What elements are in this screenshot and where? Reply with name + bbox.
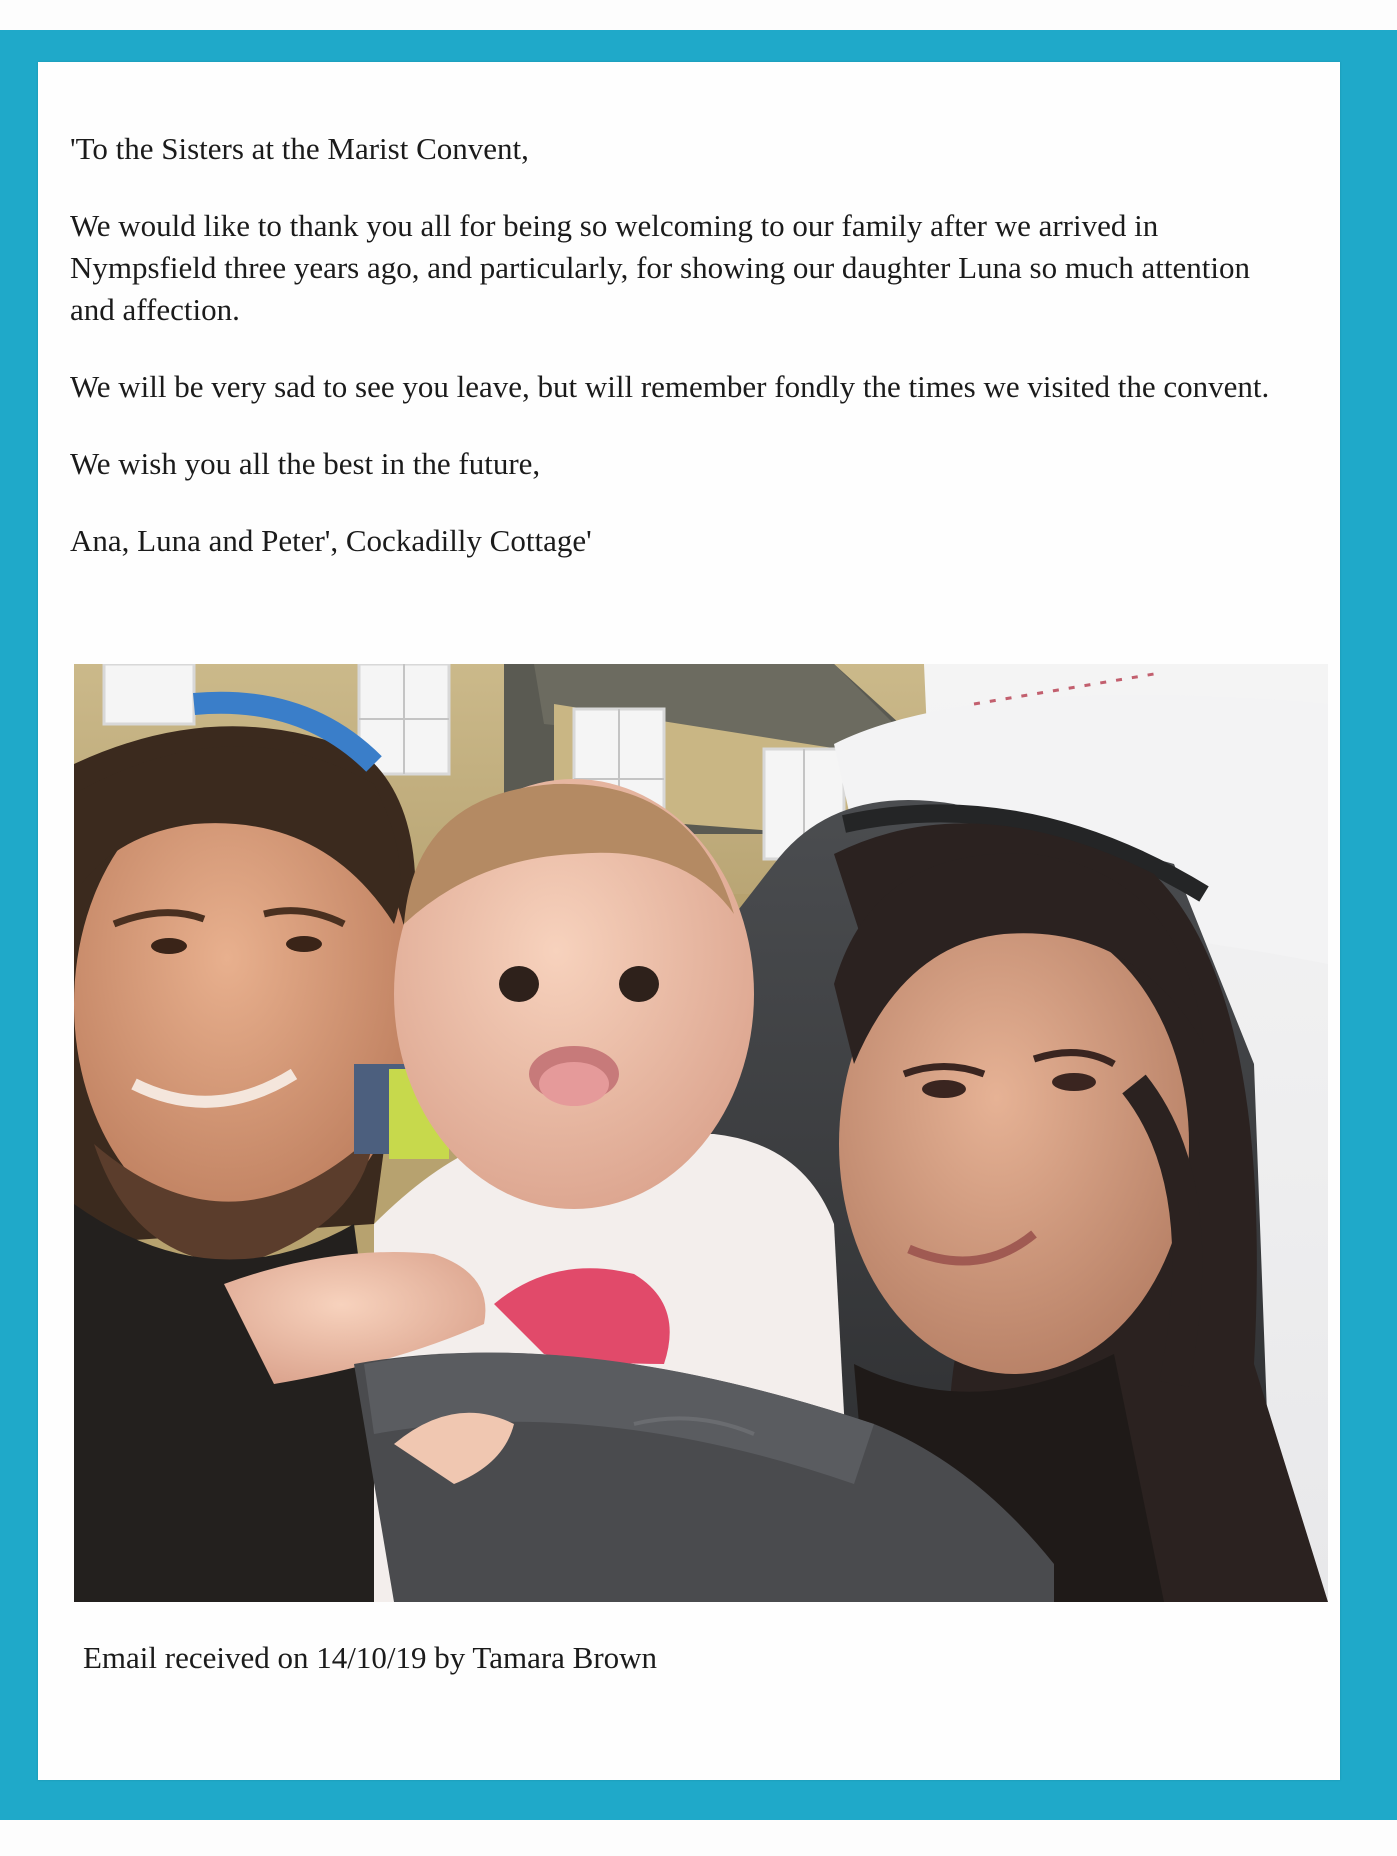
letter-body xyxy=(70,128,1280,597)
email-caption: Email received on 14/10/19 by Tamara Brown xyxy=(83,1640,658,1675)
letter-salutation: 'To the Sisters at the Marist Convent, xyxy=(70,131,529,166)
family-photo-illustration xyxy=(74,664,1328,1602)
letter-paragraph-farewell: We will be very sad to see you leave, but will remember fondly the times we visited the convent. xyxy=(70,369,1270,404)
letter-paragraph-thanks: We would like to thank you all for being so welcoming to our family after we arrived in Nympsfield three years ago, and particularly, for showing our daughter Luna so much attention and affection. xyxy=(70,208,1250,327)
letter-signature: Ana, Luna and Peter', Cockadilly Cottage' xyxy=(70,523,592,558)
family-photo xyxy=(74,664,1328,1602)
letter-paragraph-wishes: We wish you all the best in the future, xyxy=(70,446,541,481)
